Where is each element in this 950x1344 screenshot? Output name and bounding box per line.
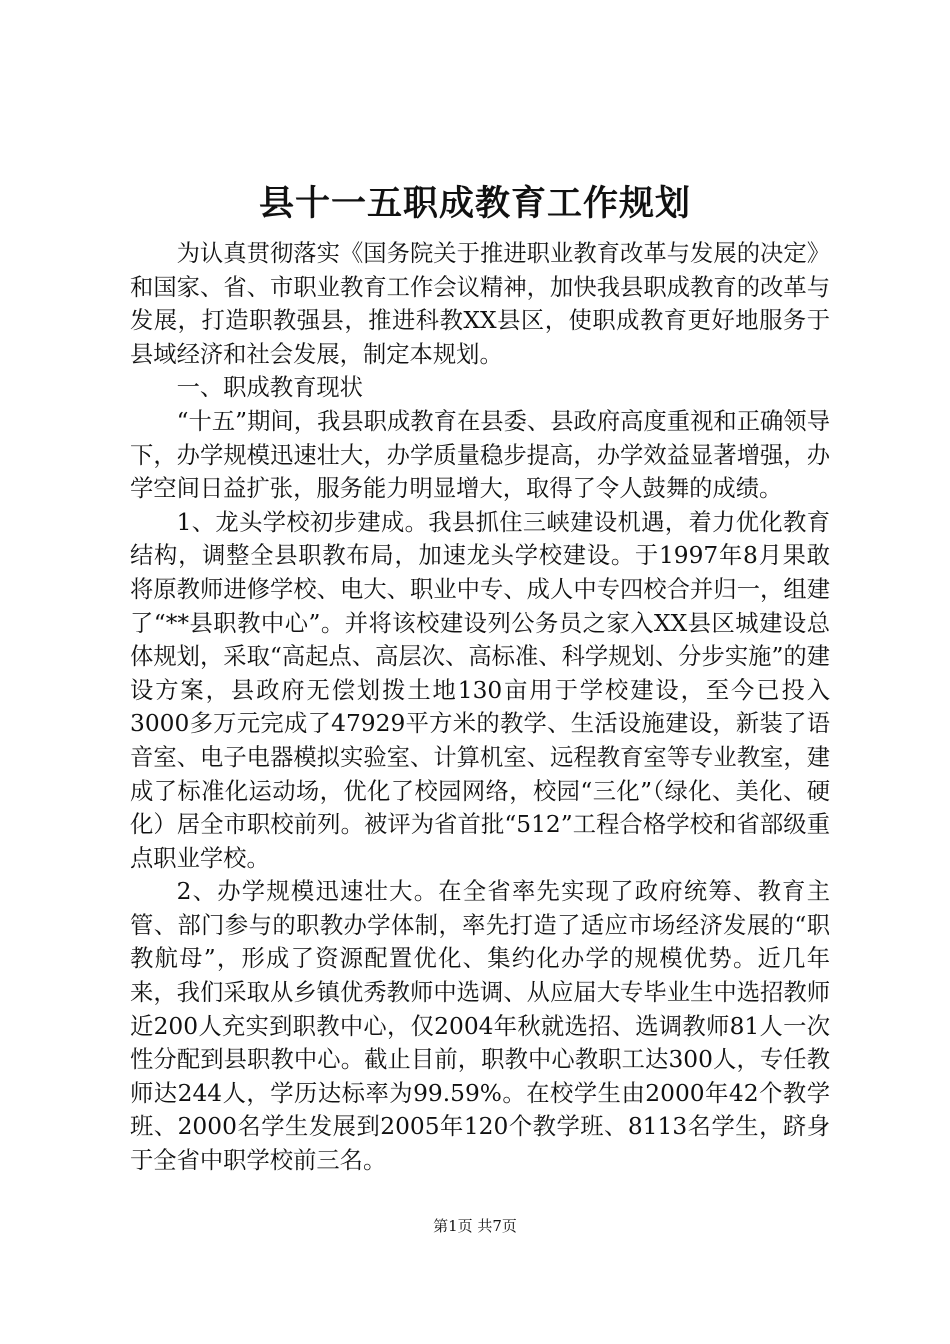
paragraph-intro: 为认真贯彻落实《国务院关于推进职业教育改革与发展的决定》和国家、省、市职业教育工作会议精神，加快我县职成教育的改革与发展，打造职教强县，推进科教XX县区，使职成教育更好地服务于县域经济和社会发展，制定本规划。 — [130, 240, 830, 368]
paragraph-item-1: 1、龙头学校初步建成。我县抓住三峡建设机遇，着力优化教育结构，调整全县职教布局，加速龙头学校建设。于1997年8月果敢将原教师进修学校、电大、职业中专、成人中专四校合并归一，组建了“**县职教中心”。并将该校建设列公务员之家入XX县区城建设总体规划，采取“高起点、高层次、高标准、科学规划、分步实施”的建设方案，县政府无偿划拨土地130亩用于学校建设，至今已投入3000多万元完成了47929平方米的教学、生活设施建设，新装了语音室、电子电器模拟实验室、计算机室、远程教育室等专业教室，建成了标准化运动场，优化了校园网络，校园“三化”（绿化、美化、硬化）居全市职校前列。被评为省首批“512”工程合格学校和省部级重点职业学校。 — [130, 508, 830, 872]
document-title: 县十一五职成教育工作规划 — [258, 183, 691, 224]
section-heading: 一、职成教育现状 — [176, 374, 363, 402]
paragraph-overview: “十五”期间，我县职成教育在县委、县政府高度重视和正确领导下，办学规模迅速壮大，办学质量稳步提高，办学效益显著增强，办学空间日益扩张，服务能力明显增大，取得了令人鼓舞的成绩。 — [130, 407, 830, 503]
paragraph-item-2: 2、办学规模迅速壮大。在全省率先实现了政府统筹、教育主管、部门参与的职教办学体制，率先打造了适应市场经济发展的“职教航母”，形成了资源配置优化、集约化办学的规模优势。近几年来，我们采取从乡镇优秀教师中选调、从应届大专毕业生中选招教师近200人充实到职教中心，仅2004年秋就选招、选调教师81人一次性分配到县职教中心。截止目前，职教中心教职工达300人，专任教师达244人，学历达标率为99.59%。在校学生由2000年42个教学班、2000名学生发展到2005年120个教学班、8113名学生，跻身于全省中职学校前三名。 — [130, 878, 830, 1175]
document-body — [130, 237, 830, 1178]
page-number: 第1页 共7页 — [433, 1217, 517, 1235]
